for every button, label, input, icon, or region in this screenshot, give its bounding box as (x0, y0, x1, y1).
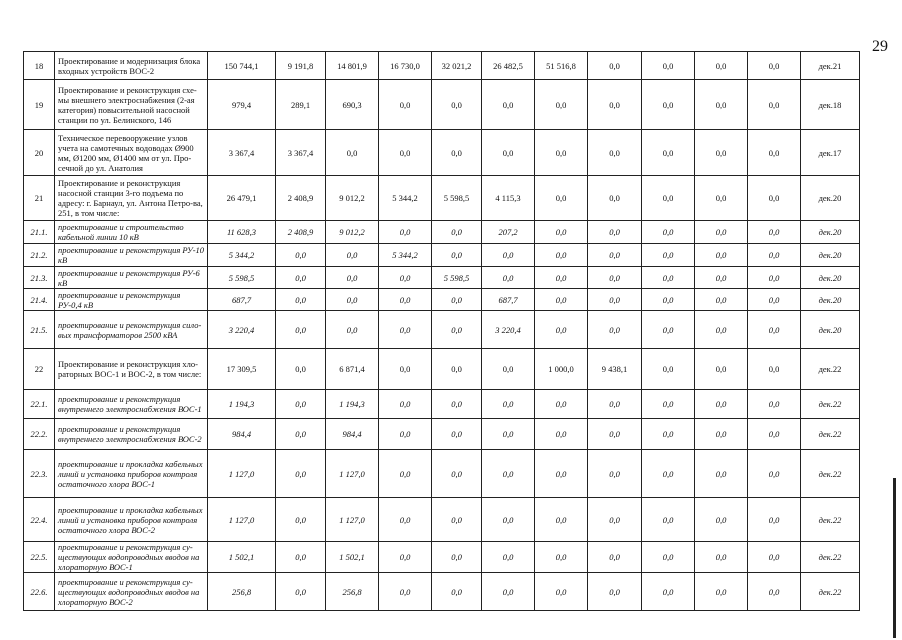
value-cell: 17 309,5 (208, 349, 276, 390)
table-row (24, 52, 860, 80)
value-cell: 9 012,2 (326, 176, 379, 221)
value-cell: 0,0 (535, 267, 588, 289)
value-cell: 0,0 (535, 311, 588, 349)
value-cell: 0,0 (432, 289, 482, 311)
table-row (24, 419, 860, 450)
value-cell: 0,0 (432, 311, 482, 349)
value-cell: 0,0 (642, 130, 695, 176)
value-cell: 0,0 (748, 176, 801, 221)
value-cell: 690,3 (326, 80, 379, 130)
description-cell: проектирование и реконструкция внутреннего электроснабжения ВОС-1 (55, 390, 208, 419)
value-cell: 0,0 (748, 130, 801, 176)
table-row (24, 450, 860, 498)
deadline-cell: дек.22 (801, 498, 860, 542)
value-cell: 0,0 (588, 498, 642, 542)
value-cell: 0,0 (379, 289, 432, 311)
row-number-cell: 22.4. (24, 498, 55, 542)
deadline-cell: дек.22 (801, 390, 860, 419)
description-cell: проектирование и прокладка кабельных линий и установка приборов контроля остаточного хлора ВОС-1 (55, 450, 208, 498)
description-cell: Проектирование и модернизация блока входных устройств ВОС-2 (55, 52, 208, 80)
value-cell: 0,0 (695, 176, 748, 221)
deadline-cell: дек.22 (801, 349, 860, 390)
value-cell: 0,0 (379, 267, 432, 289)
description-cell: проектирование и реконструкция внутреннего электроснабжения ВОС-2 (55, 419, 208, 450)
value-cell: 0,0 (588, 267, 642, 289)
scan-edge-mark (893, 478, 896, 638)
value-cell: 0,0 (276, 244, 326, 267)
value-cell: 1 127,0 (208, 450, 276, 498)
table-row (24, 542, 860, 573)
row-number-cell: 21.3. (24, 267, 55, 289)
value-cell: 0,0 (748, 542, 801, 573)
description-cell: проектирование и реконструкция РУ-0,4 кВ (55, 289, 208, 311)
description-cell: проектирование и реконструкция РУ-10 кВ (55, 244, 208, 267)
value-cell: 0,0 (379, 311, 432, 349)
deadline-cell: дек.17 (801, 130, 860, 176)
value-cell: 207,2 (482, 221, 535, 244)
value-cell: 0,0 (748, 311, 801, 349)
value-cell: 0,0 (432, 221, 482, 244)
value-cell: 0,0 (748, 349, 801, 390)
value-cell: 0,0 (695, 311, 748, 349)
value-cell: 0,0 (695, 573, 748, 611)
value-cell: 0,0 (588, 52, 642, 80)
value-cell: 0,0 (642, 349, 695, 390)
row-number-cell: 22.5. (24, 542, 55, 573)
value-cell: 0,0 (695, 390, 748, 419)
table-row (24, 176, 860, 221)
deadline-cell: дек.20 (801, 244, 860, 267)
value-cell: 9 012,2 (326, 221, 379, 244)
value-cell: 0,0 (588, 130, 642, 176)
value-cell: 0,0 (642, 573, 695, 611)
value-cell: 1 127,0 (326, 498, 379, 542)
value-cell: 26 482,5 (482, 52, 535, 80)
row-number-cell: 18 (24, 52, 55, 80)
value-cell: 0,0 (276, 498, 326, 542)
table-body (24, 52, 860, 611)
value-cell: 0,0 (535, 419, 588, 450)
deadline-cell: дек.22 (801, 573, 860, 611)
value-cell: 0,0 (482, 267, 535, 289)
table-row (24, 311, 860, 349)
value-cell: 289,1 (276, 80, 326, 130)
value-cell: 0,0 (432, 450, 482, 498)
value-cell: 0,0 (588, 176, 642, 221)
value-cell: 0,0 (482, 130, 535, 176)
value-cell: 0,0 (482, 450, 535, 498)
description-cell: проектирование и реконструкция сило-вых трансформаторов 2500 кВА (55, 311, 208, 349)
description-cell: проектирование и строительство кабельной линии 10 кВ (55, 221, 208, 244)
value-cell: 2 408,9 (276, 221, 326, 244)
value-cell: 5 344,2 (208, 244, 276, 267)
value-cell: 0,0 (276, 573, 326, 611)
value-cell: 0,0 (535, 498, 588, 542)
table-row (24, 289, 860, 311)
value-cell: 687,7 (208, 289, 276, 311)
value-cell: 0,0 (748, 80, 801, 130)
value-cell: 0,0 (695, 80, 748, 130)
value-cell: 0,0 (276, 349, 326, 390)
value-cell: 0,0 (588, 390, 642, 419)
value-cell: 0,0 (482, 80, 535, 130)
value-cell: 0,0 (482, 573, 535, 611)
value-cell: 0,0 (535, 176, 588, 221)
value-cell: 5 598,5 (432, 176, 482, 221)
value-cell: 0,0 (535, 130, 588, 176)
value-cell: 0,0 (748, 289, 801, 311)
value-cell: 0,0 (748, 52, 801, 80)
value-cell: 0,0 (276, 311, 326, 349)
value-cell: 0,0 (379, 573, 432, 611)
value-cell: 984,4 (326, 419, 379, 450)
value-cell: 0,0 (432, 573, 482, 611)
value-cell: 0,0 (535, 80, 588, 130)
value-cell: 0,0 (379, 80, 432, 130)
value-cell: 5 598,5 (208, 267, 276, 289)
value-cell: 0,0 (326, 244, 379, 267)
row-number-cell: 21.1. (24, 221, 55, 244)
value-cell: 1 194,3 (326, 390, 379, 419)
value-cell: 0,0 (535, 450, 588, 498)
table-row (24, 80, 860, 130)
value-cell: 9 438,1 (588, 349, 642, 390)
description-cell: проектирование и реконструкция су-ществующих водопроводных вводов на хлораторную ВОС-1 (55, 542, 208, 573)
value-cell: 0,0 (535, 390, 588, 419)
table-row (24, 349, 860, 390)
row-number-cell: 21 (24, 176, 55, 221)
value-cell: 0,0 (326, 267, 379, 289)
value-cell: 0,0 (482, 542, 535, 573)
value-cell: 0,0 (432, 390, 482, 419)
table-row (24, 498, 860, 542)
value-cell: 150 744,1 (208, 52, 276, 80)
value-cell: 5 344,2 (379, 244, 432, 267)
value-cell: 3 220,4 (482, 311, 535, 349)
value-cell: 11 628,3 (208, 221, 276, 244)
value-cell: 0,0 (642, 176, 695, 221)
value-cell: 0,0 (379, 130, 432, 176)
deadline-cell: дек.20 (801, 176, 860, 221)
value-cell: 0,0 (535, 573, 588, 611)
value-cell: 4 115,3 (482, 176, 535, 221)
value-cell: 3 367,4 (276, 130, 326, 176)
value-cell: 0,0 (642, 52, 695, 80)
value-cell: 256,8 (326, 573, 379, 611)
value-cell: 1 000,0 (535, 349, 588, 390)
value-cell: 14 801,9 (326, 52, 379, 80)
row-number-cell: 21.2. (24, 244, 55, 267)
description-cell: Проектирование и реконструкция хло-раторных ВОС-1 и ВОС-2, в том числе: (55, 349, 208, 390)
value-cell: 0,0 (748, 498, 801, 542)
value-cell: 3 367,4 (208, 130, 276, 176)
value-cell: 0,0 (432, 542, 482, 573)
value-cell: 1 502,1 (326, 542, 379, 573)
description-cell: проектирование и прокладка кабельных линий и установка приборов контроля остаточного хлора ВОС-2 (55, 498, 208, 542)
value-cell: 0,0 (588, 573, 642, 611)
deadline-cell: дек.22 (801, 450, 860, 498)
value-cell: 0,0 (326, 311, 379, 349)
value-cell: 0,0 (535, 221, 588, 244)
value-cell: 0,0 (276, 267, 326, 289)
description-cell: проектирование и реконструкция су-ществующих водопроводных вводов на хлораторную ВОС-2 (55, 573, 208, 611)
value-cell: 0,0 (588, 289, 642, 311)
deadline-cell: дек.20 (801, 267, 860, 289)
value-cell: 0,0 (695, 498, 748, 542)
value-cell: 0,0 (748, 390, 801, 419)
value-cell: 984,4 (208, 419, 276, 450)
value-cell: 0,0 (748, 221, 801, 244)
value-cell: 51 516,8 (535, 52, 588, 80)
value-cell: 0,0 (276, 542, 326, 573)
value-cell: 0,0 (535, 289, 588, 311)
value-cell: 0,0 (379, 349, 432, 390)
row-number-cell: 21.4. (24, 289, 55, 311)
value-cell: 0,0 (748, 244, 801, 267)
value-cell: 0,0 (642, 244, 695, 267)
value-cell: 0,0 (379, 450, 432, 498)
value-cell: 0,0 (588, 419, 642, 450)
value-cell: 0,0 (642, 450, 695, 498)
value-cell: 0,0 (642, 221, 695, 244)
value-cell: 0,0 (695, 289, 748, 311)
row-number-cell: 22.3. (24, 450, 55, 498)
value-cell: 0,0 (748, 450, 801, 498)
value-cell: 0,0 (482, 244, 535, 267)
row-number-cell: 19 (24, 80, 55, 130)
value-cell: 0,0 (432, 498, 482, 542)
table-row (24, 130, 860, 176)
value-cell: 0,0 (432, 349, 482, 390)
value-cell: 0,0 (535, 542, 588, 573)
value-cell: 5 344,2 (379, 176, 432, 221)
value-cell: 0,0 (642, 289, 695, 311)
value-cell: 687,7 (482, 289, 535, 311)
deadline-cell: дек.22 (801, 542, 860, 573)
value-cell: 0,0 (695, 267, 748, 289)
row-number-cell: 22.6. (24, 573, 55, 611)
value-cell: 0,0 (276, 450, 326, 498)
page-number: 29 (872, 38, 888, 55)
value-cell: 0,0 (588, 221, 642, 244)
value-cell: 0,0 (588, 80, 642, 130)
value-cell: 0,0 (642, 498, 695, 542)
value-cell: 0,0 (379, 419, 432, 450)
deadline-cell: дек.20 (801, 221, 860, 244)
value-cell: 0,0 (326, 289, 379, 311)
value-cell: 0,0 (588, 244, 642, 267)
table-row (24, 221, 860, 244)
value-cell: 1 127,0 (208, 498, 276, 542)
value-cell: 1 194,3 (208, 390, 276, 419)
value-cell: 0,0 (379, 390, 432, 419)
value-cell: 0,0 (642, 419, 695, 450)
value-cell: 0,0 (695, 419, 748, 450)
value-cell: 0,0 (482, 390, 535, 419)
description-cell: Проектирование и реконструкция насосной станции 3-го подъема по адресу: г. Барнаул, ул. Антона Петро-ва, 251, в том числе: (55, 176, 208, 221)
deadline-cell: дек.20 (801, 311, 860, 349)
value-cell: 0,0 (588, 542, 642, 573)
value-cell: 0,0 (642, 80, 695, 130)
value-cell: 0,0 (482, 419, 535, 450)
deadline-cell: дек.18 (801, 80, 860, 130)
value-cell: 0,0 (432, 419, 482, 450)
row-number-cell: 22.1. (24, 390, 55, 419)
value-cell: 0,0 (695, 244, 748, 267)
value-cell: 0,0 (276, 289, 326, 311)
value-cell: 0,0 (588, 450, 642, 498)
value-cell: 0,0 (379, 542, 432, 573)
row-number-cell: 22 (24, 349, 55, 390)
value-cell: 0,0 (748, 267, 801, 289)
table-row (24, 244, 860, 267)
value-cell: 256,8 (208, 573, 276, 611)
table-row (24, 267, 860, 289)
value-cell: 0,0 (482, 349, 535, 390)
value-cell: 0,0 (642, 267, 695, 289)
value-cell: 0,0 (432, 130, 482, 176)
row-number-cell: 20 (24, 130, 55, 176)
description-cell: Техническое перевооружение узлов учета на самотечных водоводах Ø900 мм, Ø1200 мм, Ø1400 мм от ул. Про-сечной до ул. Анатолия (55, 130, 208, 176)
value-cell: 0,0 (695, 130, 748, 176)
row-number-cell: 22.2. (24, 419, 55, 450)
value-cell: 32 021,2 (432, 52, 482, 80)
value-cell: 0,0 (432, 244, 482, 267)
value-cell: 1 127,0 (326, 450, 379, 498)
deadline-cell: дек.22 (801, 419, 860, 450)
value-cell: 0,0 (535, 244, 588, 267)
value-cell: 0,0 (695, 450, 748, 498)
value-cell: 0,0 (379, 498, 432, 542)
description-cell: проектирование и реконструкция РУ-6 кВ (55, 267, 208, 289)
value-cell: 0,0 (642, 390, 695, 419)
value-cell: 3 220,4 (208, 311, 276, 349)
investment-table (23, 51, 860, 611)
value-cell: 0,0 (642, 542, 695, 573)
value-cell: 1 502,1 (208, 542, 276, 573)
table-row (24, 390, 860, 419)
value-cell: 6 871,4 (326, 349, 379, 390)
value-cell: 0,0 (642, 311, 695, 349)
value-cell: 979,4 (208, 80, 276, 130)
value-cell: 0,0 (276, 390, 326, 419)
description-cell: Проектирование и реконструкция схе-мы внешнего электроснабжения (2-ая категория) повысительной насосной станции по ул. Белинского, 146 (55, 80, 208, 130)
value-cell: 26 479,1 (208, 176, 276, 221)
value-cell: 0,0 (588, 311, 642, 349)
value-cell: 5 598,5 (432, 267, 482, 289)
value-cell: 0,0 (326, 130, 379, 176)
value-cell: 0,0 (695, 542, 748, 573)
value-cell: 0,0 (695, 52, 748, 80)
value-cell: 0,0 (695, 349, 748, 390)
row-number-cell: 21.5. (24, 311, 55, 349)
value-cell: 0,0 (379, 221, 432, 244)
value-cell: 16 730,0 (379, 52, 432, 80)
value-cell: 0,0 (432, 80, 482, 130)
value-cell: 0,0 (748, 419, 801, 450)
value-cell: 0,0 (695, 221, 748, 244)
value-cell: 0,0 (276, 419, 326, 450)
value-cell: 0,0 (482, 498, 535, 542)
value-cell: 9 191,8 (276, 52, 326, 80)
value-cell: 0,0 (748, 573, 801, 611)
deadline-cell: дек.20 (801, 289, 860, 311)
table-row (24, 573, 860, 611)
deadline-cell: дек.21 (801, 52, 860, 80)
value-cell: 2 408,9 (276, 176, 326, 221)
